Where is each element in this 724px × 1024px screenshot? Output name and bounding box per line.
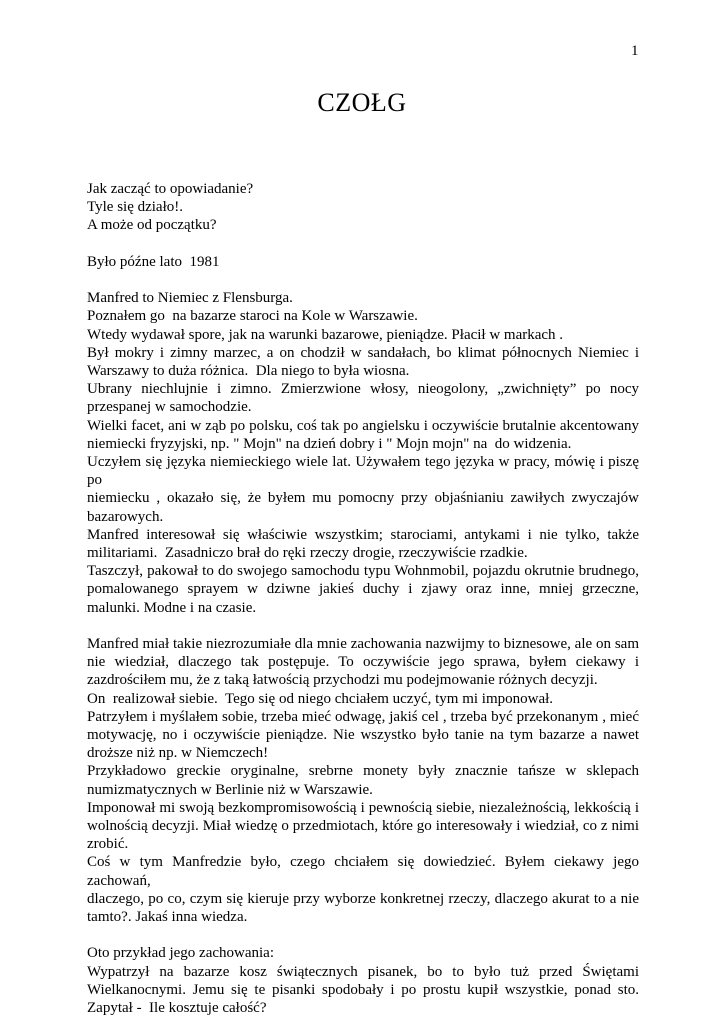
- text-line: motywację, no i oczywiście pieniądze. Nie wszystko było tanie na tym bazarze a nawet: [87, 727, 639, 744]
- text-line: droższe niż np. w Niemczech!: [87, 745, 269, 762]
- paragraph-gap: [87, 271, 639, 289]
- page-number: 1: [631, 43, 639, 59]
- text-line: Patrzyłem i myślałem sobie, trzeba mieć odwagę, jakiś cel , trzeba być przekonanym , mieć: [87, 708, 639, 725]
- paragraph-gap: [87, 235, 639, 253]
- paragraph-gap: [87, 617, 639, 635]
- text-line: tamto?. Jakaś inna wiedza.: [87, 909, 248, 926]
- text-line: wolnością decyzji. Miał wiedzę o przedmiotach, które go interesowały i wiedział, co z nimi: [87, 818, 639, 835]
- intro-paragraph: [87, 180, 639, 235]
- text-line: Ubrany niechlujnie i zimno. Zmierzwione włosy, nieogolony, „zwichnięty” po nocy: [87, 381, 639, 398]
- text-line: numizmatycznych w Berlinie niż w Warszawie.: [87, 781, 373, 798]
- text-line: Wtedy wydawał spore, jak na warunki bazarowe, pieniądze. Płacił w markach .: [87, 326, 564, 343]
- text-line: bazarowych.: [87, 508, 164, 525]
- text-line: militariami. Zasadniczo brał do ręki rzeczy drogie, rzeczywiście rzadkie.: [87, 545, 528, 562]
- text-line: Manfred miał takie niezrozumiałe dla mnie zachowania nazwijmy to biznesowe, ale on sam: [87, 636, 639, 653]
- example-paragraph: [87, 944, 639, 1017]
- date-paragraph: [87, 253, 639, 271]
- text-line: nie wiedział, dlaczego tak postępuje. To oczywiście jego sprawa, byłem ciekawy i: [87, 654, 639, 671]
- text-line: Był mokry i zimny marzec, a on chodził w sandałach, bo klimat północnych Niemiec i: [87, 344, 639, 361]
- text-line: dlaczego, po co, czym się kieruje przy wyborze konkretnej rzeczy, dlaczego akurat to a nie: [87, 890, 639, 907]
- text-line: niemiecku , okazało się, że byłem mu pomocny przy objaśnianiu zawiłych zwyczajów: [87, 490, 639, 507]
- paragraph-gap: [87, 926, 639, 944]
- text-line: On realizował siebie. Tego się od niego chciałem uczyć, tym mi imponował.: [87, 690, 554, 707]
- text-line: Manfred interesował się właściwie wszystkim; starociami, antykami i nie tylko, także: [87, 526, 639, 543]
- text-line: Jak zacząć to opowiadanie?: [87, 181, 254, 197]
- text-line: Manfred to Niemiec z Flensburga.: [87, 290, 293, 307]
- text-line: Warszawy to duża różnica. Dla niego to była wiosna.: [87, 363, 410, 379]
- text-line: Wielki facet, ani w ząb po polsku, coś tak po angielsku i oczywiście brutalnie akcentowany: [87, 417, 639, 434]
- text-line: Wypatrzył na bazarze kosz świątecznych pisanek, bo to było tuż przed Świętami: [87, 963, 639, 980]
- document-body: [87, 180, 639, 1017]
- text-line: zrobić.: [87, 836, 129, 853]
- text-line: przespanej w samochodzie.: [87, 399, 252, 416]
- manfred-behavior-paragraph: [87, 635, 639, 926]
- text-line: Wielkanocnymi. Jemu się te pisanki spodobały i po prostu kupił wszystkie, ponad sto.: [87, 981, 639, 998]
- text-line: Uczyłem się języka niemieckiego wiele lat. Używałem tego języka w pracy, mówię i piszę po: [87, 454, 639, 489]
- text-line: Zapytał - Ile kosztuje całość?: [87, 1000, 267, 1017]
- text-line: Oto przykład jego zachowania:: [87, 945, 275, 962]
- text-line: malunki. Modne i na czasie.: [87, 599, 257, 616]
- manfred-intro-paragraph: [87, 289, 639, 617]
- text-line: Poznałem go na bazarze staroci na Kole w Warszawie.: [87, 308, 418, 325]
- text-line: Było późne lato 1981: [87, 253, 220, 270]
- text-line: Przykładowo greckie oryginalne, srebrne monety były znacznie tańsze w sklepach: [87, 763, 639, 780]
- text-line: pomalowanego sprayem w dziwne jakieś duchy i zjawy oraz inne, mniej grzeczne,: [87, 581, 639, 598]
- text-line: Coś w tym Manfredzie było, czego chciałem się dowiedzieć. Byłem ciekawy jego zachowań,: [87, 854, 639, 889]
- document-title: CZOŁG: [317, 88, 407, 117]
- text-line: zazdrościłem mu, że z taką łatwością przychodzi mu podejmowanie różnych decyzji.: [87, 672, 598, 689]
- text-line: niemiecki fryzyjski, np. " Mojn" na dzień dobry i " Mojn mojn" na do widzenia.: [87, 435, 572, 452]
- text-line: Imponował mi swoją bezkompromisowością i pewnością siebie, niezależnością, lekkością i: [87, 799, 639, 816]
- text-line: Taszczył, pakował to do swojego samochodu typu Wohnmobil, pojazdu okrutnie brudnego,: [87, 563, 639, 580]
- text-line: A może od początku?: [87, 217, 217, 234]
- text-line: Tyle się działo!.: [87, 199, 183, 216]
